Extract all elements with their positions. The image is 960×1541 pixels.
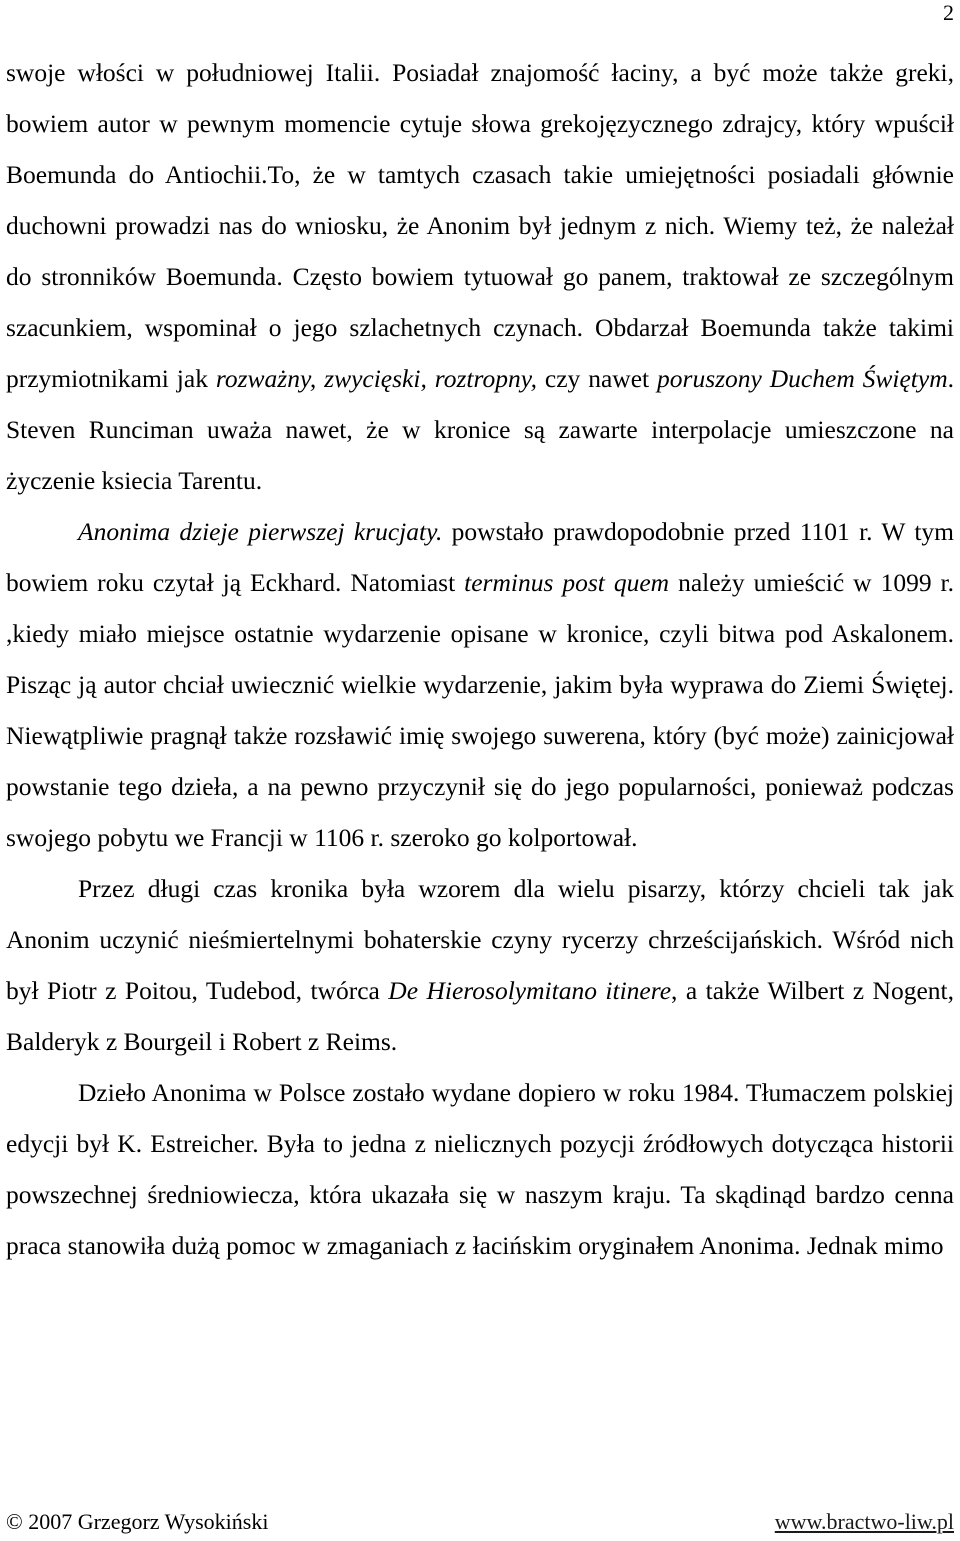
text-run: . Steven Runciman uważa nawet, że w kronice są zawarte interpolacje umieszczone na życzenie ksiecia Tarentu. <box>6 364 954 495</box>
document-body <box>6 47 954 1271</box>
italic-text: poruszony Duchem Świętym <box>657 364 948 393</box>
paragraph <box>6 506 954 863</box>
text-run: , a także Wilbert z Nogent, Balderyk z Bourgeil i Robert z Reims. <box>6 976 954 1056</box>
website-link[interactable]: www.bractwo-liw.pl <box>774 1509 954 1534</box>
paragraph <box>6 47 954 506</box>
page-footer <box>6 1508 954 1536</box>
copyright-text: © 2007 Grzegorz Wysokiński <box>6 1509 269 1534</box>
italic-text: terminus post quem <box>464 568 670 597</box>
text-run: czy nawet <box>537 364 658 393</box>
italic-text: rozważny, zwycięski, roztropny, <box>215 364 537 393</box>
text-run: swoje włości w południowej Italii. Posiadał znajomość łaciny, a być może także greki, bowiem autor w pewnym momencie cytuje słowa grekojęzycznego zdrajcy, który wpuścił Boemunda do Antiochii.To, że w tamtych czasach takie umiejętności posiadali głównie duchowni prowadzi nas do wniosku, że Anonim był jednym z nich. Wiemy też, że należał do stronników Boemunda. Często bowiem tytuował go panem, traktował ze szczególnym szacunkiem, wspominał o jego szlachetnych czynach. Obdarzał Boemunda także takimi przymiotnikami jak <box>6 58 954 393</box>
text-run: Dzieło Anonima w Polsce zostało wydane dopiero w roku 1984. Tłumaczem polskiej edycji był K. Estreicher. Była to jedna z nielicznych pozycji źródłowych dotycząca historii powszechnej średniowiecza, która ukazała się w naszym kraju. Ta skądinąd bardzo cenna praca stanowiła dużą pomoc w zmaganiach z łacińskim oryginałem Anonima. Jednak mimo <box>6 1078 954 1260</box>
text-run: Przez długi czas kronika była wzorem dla wielu pisarzy, którzy chcieli tak jak Anonim uczynić nieśmiertelnymi bohaterskie czyny rycerzy chrześcijańskich. Wśród nich był Piotr z Poitou, Tudebod, twórca <box>6 874 954 1005</box>
paragraph <box>6 863 954 1067</box>
italic-text: Anonima dzieje pierwszej krucjaty. <box>78 517 443 546</box>
text-run: należy umieścić w 1099 r. ,kiedy miało miejsce ostatnie wydarzenie opisane w kronice, czyli bitwa pod Askalonem. Pisząc ją autor chciał uwiecznić wielkie wydarzenie, jakim była wyprawa do Ziemi Świętej. Niewątpliwie pragnął także rozsławić imię swojego suwerena, który (być może) zainicjował powstanie tego dzieła, a na pewno przyczynił się do jego popularności, ponieważ podczas swojego pobytu we Francji w 1106 r. szeroko go kolportował. <box>6 568 954 852</box>
paragraph <box>6 1067 954 1271</box>
page-number: 2 <box>943 0 954 25</box>
italic-text: De Hierosolymitano itinere <box>388 976 672 1005</box>
text-run: powstało prawdopodobnie przed 1101 r. W tym bowiem roku czytał ją Eckhard. Natomiast <box>6 517 954 597</box>
